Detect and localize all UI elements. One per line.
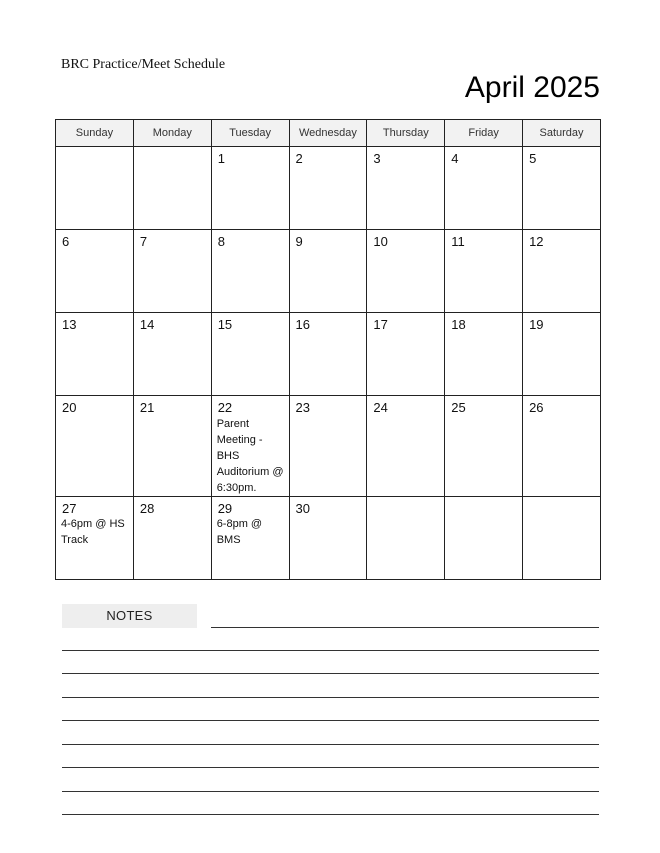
day-number: 30 bbox=[295, 501, 310, 516]
day-number: 16 bbox=[295, 317, 310, 332]
day-cell bbox=[211, 497, 289, 580]
day-cell bbox=[367, 313, 445, 396]
day-cell bbox=[367, 497, 445, 580]
day-cell bbox=[445, 396, 523, 497]
day-event: 4-6pm @ HS Track bbox=[61, 518, 125, 546]
calendar-grid bbox=[55, 119, 601, 580]
day-cell bbox=[445, 230, 523, 313]
day-cell bbox=[523, 230, 601, 313]
schedule-title: BRC Practice/Meet Schedule bbox=[61, 57, 226, 72]
week-row bbox=[56, 313, 601, 396]
day-number bbox=[367, 497, 444, 501]
day-number: 7 bbox=[139, 234, 148, 249]
day-number: 26 bbox=[529, 400, 544, 415]
day-number: 21 bbox=[139, 400, 155, 415]
day-number: 15 bbox=[217, 317, 233, 332]
day-number: 1 bbox=[217, 151, 225, 166]
weekday-monday: Monday bbox=[133, 120, 211, 147]
weekday-header-row bbox=[56, 120, 601, 147]
day-number bbox=[56, 147, 133, 151]
day-cell bbox=[133, 230, 211, 313]
day-cell bbox=[56, 147, 134, 230]
weekday-tuesday: Tuesday bbox=[211, 120, 289, 147]
day-number: 17 bbox=[373, 317, 388, 332]
notes-label: NOTES bbox=[62, 604, 197, 628]
day-number: 22 bbox=[217, 400, 233, 415]
day-cell bbox=[211, 147, 289, 230]
day-cell bbox=[523, 497, 601, 580]
day-number: 25 bbox=[451, 400, 466, 415]
day-number: 3 bbox=[373, 151, 381, 166]
day-cell bbox=[523, 396, 601, 497]
day-cell bbox=[56, 230, 134, 313]
day-number: 5 bbox=[529, 151, 537, 166]
day-cell bbox=[367, 396, 445, 497]
notes-line bbox=[62, 814, 599, 815]
day-number: 23 bbox=[295, 400, 310, 415]
day-cell bbox=[523, 313, 601, 396]
day-cell bbox=[445, 313, 523, 396]
notes-line bbox=[62, 791, 599, 792]
day-number: 20 bbox=[62, 400, 77, 415]
day-cell bbox=[56, 497, 134, 580]
day-number: 6 bbox=[62, 234, 70, 249]
weekday-wednesday: Wednesday bbox=[289, 120, 367, 147]
day-event: 6-8pm @ BMS bbox=[216, 518, 263, 546]
day-cell bbox=[445, 147, 523, 230]
day-number: 2 bbox=[295, 151, 303, 166]
day-cell bbox=[211, 230, 289, 313]
day-number bbox=[523, 497, 600, 501]
day-number bbox=[134, 147, 211, 151]
day-number: 8 bbox=[217, 234, 225, 249]
day-cell bbox=[133, 396, 211, 497]
month-title: April 2025 bbox=[464, 71, 600, 104]
week-row bbox=[56, 230, 601, 313]
day-number: 29 bbox=[217, 501, 233, 516]
day-event: Parent Meeting - BHS Auditorium @ 6:30pm. bbox=[216, 418, 284, 494]
day-cell bbox=[56, 396, 134, 497]
day-cell bbox=[289, 230, 367, 313]
day-number: 12 bbox=[529, 234, 544, 249]
day-cell bbox=[211, 396, 289, 497]
day-number: 13 bbox=[62, 317, 77, 332]
day-number: 19 bbox=[529, 317, 544, 332]
day-number bbox=[445, 497, 522, 501]
day-cell bbox=[289, 313, 367, 396]
day-cell bbox=[367, 230, 445, 313]
day-cell bbox=[211, 313, 289, 396]
day-cell bbox=[56, 313, 134, 396]
day-number: 4 bbox=[451, 151, 459, 166]
day-cell bbox=[523, 147, 601, 230]
day-cell bbox=[289, 497, 367, 580]
day-cell bbox=[133, 497, 211, 580]
day-number: 9 bbox=[295, 234, 303, 249]
day-number: 10 bbox=[373, 234, 388, 249]
notes-line bbox=[62, 673, 599, 674]
day-number: 24 bbox=[373, 400, 388, 415]
day-number: 11 bbox=[451, 234, 465, 249]
notes-line bbox=[62, 767, 599, 768]
week-row bbox=[56, 396, 601, 497]
notes-line bbox=[62, 720, 599, 721]
weekday-saturday: Saturday bbox=[523, 120, 601, 147]
day-cell bbox=[445, 497, 523, 580]
day-cell bbox=[289, 396, 367, 497]
day-number: 28 bbox=[139, 501, 155, 516]
week-row bbox=[56, 147, 601, 230]
notes-line bbox=[62, 697, 599, 698]
notes-line bbox=[211, 627, 599, 628]
day-cell bbox=[289, 147, 367, 230]
day-number: 18 bbox=[451, 317, 466, 332]
weekday-thursday: Thursday bbox=[367, 120, 445, 147]
notes-line bbox=[62, 650, 599, 651]
day-cell bbox=[367, 147, 445, 230]
weekday-sunday: Sunday bbox=[56, 120, 134, 147]
day-number: 14 bbox=[139, 317, 155, 332]
week-row bbox=[56, 497, 601, 580]
day-cell bbox=[133, 313, 211, 396]
notes-line bbox=[62, 744, 599, 745]
day-number: 27 bbox=[62, 501, 77, 516]
weekday-friday: Friday bbox=[445, 120, 523, 147]
day-cell bbox=[133, 147, 211, 230]
